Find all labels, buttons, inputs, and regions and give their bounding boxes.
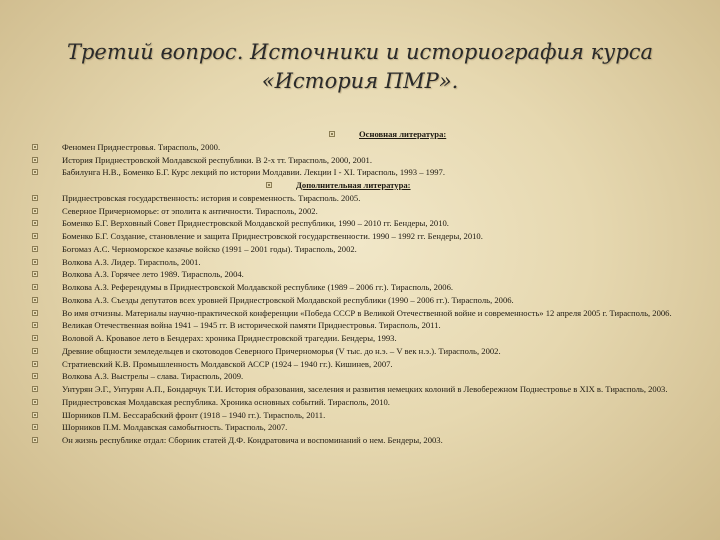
list-item bbox=[32, 141, 702, 154]
list-item bbox=[32, 230, 702, 243]
list-item bbox=[32, 217, 702, 230]
list-item-text: Стратиевский К.В. Промышленность Молдавской АССР (1924 – 1940 гг.). Кишинев, 2007. bbox=[62, 358, 393, 369]
list-item bbox=[32, 370, 702, 383]
list-item-text: Феномен Приднестровья. Тирасполь, 2000. bbox=[62, 141, 221, 152]
bullet-icon bbox=[32, 233, 38, 239]
list-item bbox=[32, 166, 702, 179]
extra-literature-heading bbox=[32, 179, 702, 192]
title-line-2: «История ПМР». bbox=[261, 69, 459, 93]
bullet-icon bbox=[32, 412, 38, 418]
bullet-icon bbox=[32, 335, 38, 341]
list-item-text: Приднестровская Молдавская республика. Хроника основных событий. Тирасполь, 2010. bbox=[62, 396, 390, 407]
bullet-icon bbox=[32, 246, 38, 252]
main-literature-heading bbox=[32, 128, 702, 141]
list-item bbox=[32, 192, 702, 205]
bullet-icon bbox=[32, 424, 38, 430]
list-item bbox=[32, 307, 702, 320]
bullet-icon bbox=[32, 437, 38, 443]
list-item bbox=[32, 154, 702, 167]
bullet-icon bbox=[32, 386, 38, 392]
list-item-text: Шорников П.М. Молдавская самобытность. Тирасполь, 2007. bbox=[62, 422, 288, 433]
list-item-text: Унтурян Э.Г., Унтурян А.П., Бондарчук Т.И. История образования, заселения и развития немецких колоний в Левобережном Поднестровье в XIX в. Тирасполь, 2003. bbox=[62, 384, 668, 394]
list-item bbox=[32, 319, 702, 332]
list-item bbox=[32, 294, 702, 307]
list-item-text: Приднестровская государственность: история и современность. Тирасполь. 2005. bbox=[62, 192, 361, 203]
slide-title bbox=[40, 38, 680, 96]
title-line-1: Третий вопрос. Источники и историография курса bbox=[66, 40, 654, 64]
bullet-icon bbox=[32, 144, 38, 150]
list-item-text: Волкова А.З. Лидер. Тирасполь, 2001. bbox=[62, 256, 201, 267]
list-item bbox=[32, 256, 702, 269]
bullet-icon bbox=[32, 297, 38, 303]
list-item bbox=[32, 345, 702, 358]
bullet-icon bbox=[32, 271, 38, 277]
list-item bbox=[32, 421, 702, 434]
bullet-icon bbox=[32, 259, 38, 265]
list-item-text: Бабилунга Н.В., Боменко Б.Г. Курс лекций по истории Молдавии. Лекции I - XI. Тирасполь, 1993 – 1997. bbox=[62, 167, 446, 178]
list-item-text: Волкова А.З. Съезды депутатов всех уровней Приднестровской Молдавской республики (1990 – 2006 гг.). Тирасполь, 2006. bbox=[62, 294, 514, 305]
bibliography bbox=[32, 128, 702, 447]
bullet-icon bbox=[32, 208, 38, 214]
bullet-icon bbox=[32, 169, 38, 175]
extra-heading-text: Дополнительная литература: bbox=[296, 180, 411, 190]
list-item bbox=[32, 396, 702, 409]
list-item-text: Боменко Б.Г. Создание, становление и защита Приднестровской государственности. 1990 – 1992 гг. Бендеры, 2010. bbox=[62, 231, 483, 241]
main-literature-list bbox=[32, 141, 702, 179]
bullet-icon bbox=[266, 182, 272, 188]
bullet-icon bbox=[329, 131, 335, 137]
main-heading-text: Основная литература: bbox=[359, 129, 447, 139]
list-item-text: Волкова А.З. Референдумы в Приднестровской Молдавской республике (1989 – 2006 гг.). Тирасполь, 2006. bbox=[62, 282, 454, 292]
bullet-icon bbox=[32, 310, 38, 316]
list-item-text: Древние общности земледельцев и скотоводов Северного Причерноморья (V тыс. до н.э. – V век н.э.). Тирасполь, 2002. bbox=[62, 345, 501, 356]
bullet-icon bbox=[32, 348, 38, 354]
list-item bbox=[32, 383, 702, 396]
list-item-text: Он жизнь республике отдал: Сборник статей Д.Ф. Кондратовича и воспоминаний о нем. Бендеры, 2003. bbox=[62, 435, 443, 445]
list-item-text: Во имя отчизны. Материалы научно-практической конференции «Победа СССР в Великой Отечественной войне и современность» 12 апреля 2005 г. Тирасполь, 2006. bbox=[62, 307, 672, 318]
list-item-text: Богомаз А.С. Черноморское казачье войско (1991 – 2001 годы). Тирасполь, 2002. bbox=[62, 243, 357, 254]
list-item bbox=[32, 268, 702, 281]
bullet-icon bbox=[32, 322, 38, 328]
bullet-icon bbox=[32, 373, 38, 379]
bullet-icon bbox=[32, 361, 38, 367]
list-item bbox=[32, 358, 702, 371]
bullet-icon bbox=[32, 399, 38, 405]
list-item-text: Боменко Б.Г. Верховный Совет Приднестровской Молдавской республики, 1990 – 2010 гг. Бендеры, 2010. bbox=[62, 218, 449, 229]
list-item-text: Волкова А.З. Горячее лето 1989. Тирасполь, 2004. bbox=[62, 269, 244, 280]
bullet-icon bbox=[32, 284, 38, 290]
list-item bbox=[32, 281, 702, 294]
list-item bbox=[32, 205, 702, 218]
bullet-icon bbox=[32, 195, 38, 201]
list-item bbox=[32, 243, 702, 256]
list-item-text: Северное Причерноморье: от эполита к античности. Тирасполь, 2002. bbox=[62, 205, 318, 216]
list-item-text: История Приднестровской Молдавской республики. В 2-х тт. Тирасполь, 2000, 2001. bbox=[62, 154, 372, 165]
extra-literature-list bbox=[32, 192, 702, 447]
list-item-text: Воловой А. Кровавое лето в Бендерах: хроника Приднестровской трагедии. Бендеры, 1993. bbox=[62, 333, 397, 343]
bullet-icon bbox=[32, 220, 38, 226]
list-item bbox=[32, 434, 702, 447]
list-item bbox=[32, 409, 702, 422]
bullet-icon bbox=[32, 157, 38, 163]
list-item bbox=[32, 332, 702, 345]
list-item-text: Шорников П.М. Бессарабский фронт (1918 – 1940 гг.). Тирасполь, 2011. bbox=[62, 409, 326, 420]
list-item-text: Великая Отечественная война 1941 – 1945 гг. В исторической памяти Приднестровья. Тирасполь, 2011. bbox=[62, 320, 441, 331]
list-item-text: Волкова А.З. Выстрелы – слава. Тирасполь, 2009. bbox=[62, 371, 244, 382]
